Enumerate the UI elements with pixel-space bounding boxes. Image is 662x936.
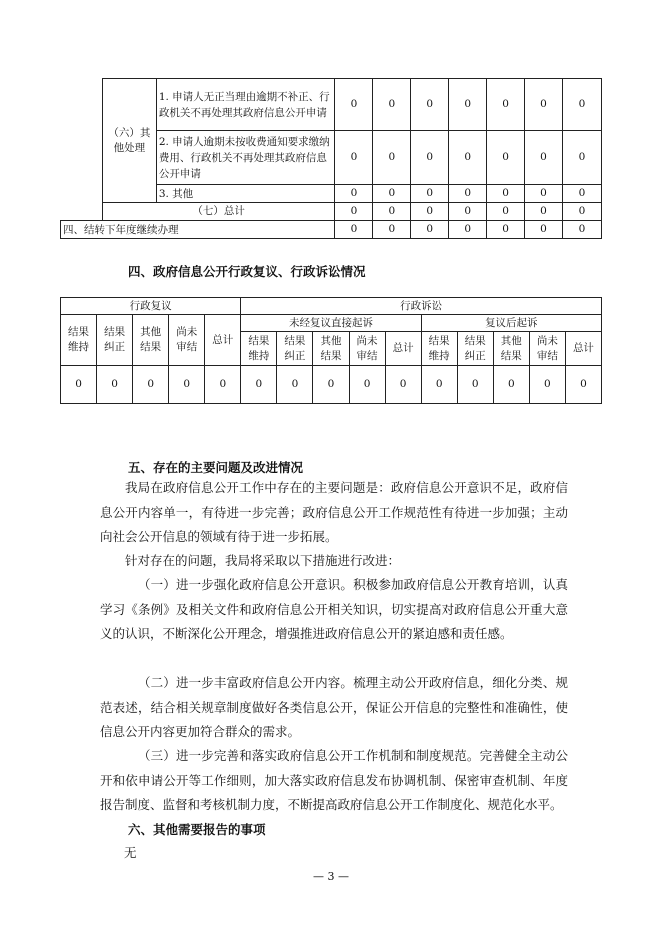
col-header: 尚未 审结 xyxy=(169,315,205,366)
cell: 0 xyxy=(562,131,601,185)
cell: 0 xyxy=(449,79,487,131)
cell: 0 xyxy=(373,185,411,203)
admin-review-header: 行政复议 xyxy=(61,298,241,315)
cell: 0 xyxy=(421,366,457,404)
row-label: （七）总计 xyxy=(102,203,335,221)
cell: 0 xyxy=(133,366,169,404)
cell: 0 xyxy=(61,366,97,404)
cell: 0 xyxy=(373,131,411,185)
paragraph: （三）进一步完善和落实政府信息公开工作机制和制度规范。完善健全主动公开和依申请公开等工作细则，加大落实政府信息发布协调机制、保密审查机制、年度报告制度、监督和考核机制力度，不断提高政府信息公开工作制度化、规范化水平。 xyxy=(100,748,568,812)
section-6-title: 六、其他需要报告的事项 xyxy=(128,822,266,837)
cell: 0 xyxy=(335,79,373,131)
cell: 0 xyxy=(411,221,449,239)
cell: 0 xyxy=(487,221,525,239)
cell: 0 xyxy=(562,79,601,131)
col-header: 结果 维持 xyxy=(61,315,97,366)
paragraph: （一）进一步强化政府信息公开意识。积极参加政府信息公开教育培训，认真学习《条例》及相关文件和政府信息公开相关知识，切实提高对政府信息公开重大意义的认识，不断深化公开理念，增强推进政府信息公开的紧迫感和责任感。 xyxy=(100,577,568,641)
cell: 0 xyxy=(241,366,277,404)
cell: 0 xyxy=(335,185,373,203)
cell: 0 xyxy=(205,366,241,404)
cell: 0 xyxy=(169,366,205,404)
group-label: （六）其 他处理 xyxy=(102,79,156,203)
cell: 0 xyxy=(449,221,487,239)
col-header: 结果 维持 xyxy=(421,332,457,366)
row-label: 四、结转下年度继续办理 xyxy=(61,221,335,239)
after-review-header: 复议后起诉 xyxy=(421,315,601,332)
paragraph: 针对存在的问题，我局将采取以下措施进行改进： xyxy=(125,553,401,568)
section-6-text: 无 xyxy=(124,845,137,860)
cell: 0 xyxy=(449,203,487,221)
col-header: 尚未 审结 xyxy=(529,332,565,366)
cell: 0 xyxy=(449,131,487,185)
review-litigation-table xyxy=(60,297,602,404)
direct-suit-header: 未经复议直接起诉 xyxy=(241,315,421,332)
col-header: 其他 结果 xyxy=(133,315,169,366)
admin-litigation-header: 行政诉讼 xyxy=(241,298,602,315)
cell: 0 xyxy=(277,366,313,404)
cell: 0 xyxy=(525,185,563,203)
cell: 0 xyxy=(562,203,601,221)
cell: 0 xyxy=(565,366,601,404)
row-label: 1. 申请人无正当理由逾期不补正、行政机关不再处理其政府信息公开申请 xyxy=(156,79,335,131)
cell: 0 xyxy=(411,203,449,221)
cell: 0 xyxy=(385,366,421,404)
cell: 0 xyxy=(525,203,563,221)
cell: 0 xyxy=(525,221,563,239)
table-row xyxy=(61,366,602,404)
table-row xyxy=(61,79,602,131)
cell: 0 xyxy=(411,185,449,203)
cell: 0 xyxy=(525,79,563,131)
cell: 0 xyxy=(562,185,601,203)
cell: 0 xyxy=(487,131,525,185)
col-header: 总计 xyxy=(565,332,601,366)
col-header: 总计 xyxy=(205,315,241,366)
section-5-title: 五、存在的主要问题及改进情况 xyxy=(128,460,304,475)
col-header: 总计 xyxy=(385,332,421,366)
cell: 0 xyxy=(411,131,449,185)
col-header: 结果 纠正 xyxy=(277,332,313,366)
cell: 0 xyxy=(487,185,525,203)
table-row xyxy=(61,298,602,315)
cell: 0 xyxy=(335,131,373,185)
col-header: 结果 纠正 xyxy=(457,332,493,366)
cell: 0 xyxy=(529,366,565,404)
cell: 0 xyxy=(449,185,487,203)
row-label: 2. 申请人逾期未按收费通知要求缴纳费用、行政机关不再处理其政府信息公开申请 xyxy=(156,131,335,185)
cell: 0 xyxy=(411,79,449,131)
cell: 0 xyxy=(373,221,411,239)
application-handling-table xyxy=(60,78,602,239)
cell: 0 xyxy=(487,203,525,221)
col-header: 尚未 审结 xyxy=(349,332,385,366)
paragraph: 我局在政府信息公开工作中存在的主要问题是：政府信息公开意识不足，政府信息公开内容单一，有待进一步完善；政府信息公开工作规范性有待进一步加强；主动向社会公开信息的领域有待于进一步拓展。 xyxy=(100,480,568,544)
paragraph: （二）进一步丰富政府信息公开内容。梳理主动公开政府信息，细化分类、规范表述，结合相关规章制度做好各类信息公开，保证公开信息的完整性和准确性，使信息公开内容更加符合群众的需求。 xyxy=(100,675,568,739)
cell: 0 xyxy=(457,366,493,404)
cell: 0 xyxy=(373,79,411,131)
cell: 0 xyxy=(335,203,373,221)
cell: 0 xyxy=(525,131,563,185)
section-4-title: 四、政府信息公开行政复议、行政诉讼情况 xyxy=(128,264,366,279)
table-row xyxy=(61,315,602,332)
cell: 0 xyxy=(493,366,529,404)
cell: 0 xyxy=(97,366,133,404)
page-number: — 3 — xyxy=(313,870,349,883)
cell: 0 xyxy=(335,221,373,239)
col-header: 其他 结果 xyxy=(313,332,349,366)
cell: 0 xyxy=(313,366,349,404)
cell: 0 xyxy=(373,203,411,221)
col-header: 结果 维持 xyxy=(241,332,277,366)
col-header: 其他 结果 xyxy=(493,332,529,366)
table-row xyxy=(61,203,602,221)
row-label: 3. 其他 xyxy=(156,185,335,203)
table-row xyxy=(61,221,602,239)
cell: 0 xyxy=(487,79,525,131)
cell: 0 xyxy=(562,221,601,239)
cell: 0 xyxy=(349,366,385,404)
col-header: 结果 纠正 xyxy=(97,315,133,366)
